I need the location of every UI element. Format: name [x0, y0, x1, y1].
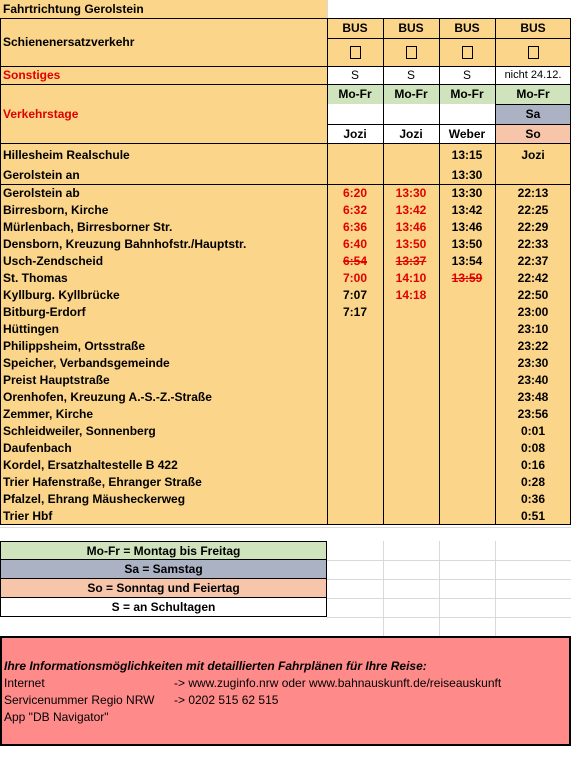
- page-title: Fahrtrichtung Gerolstein: [0, 0, 327, 18]
- time-cell: 0:01: [520, 423, 546, 438]
- stop-name: Hüttingen: [3, 321, 59, 336]
- stop-name: Pfalzel, Ehrang Mäusheckerweg: [3, 491, 186, 506]
- time-cell: [439, 337, 495, 354]
- time-cell: 23:56: [517, 406, 549, 421]
- info-internet-label: Internet: [4, 676, 45, 690]
- time-cell: 13:46: [395, 219, 427, 234]
- time-cell: [383, 320, 439, 337]
- time-cell: 7:17: [342, 304, 368, 319]
- time-cell: [439, 473, 495, 490]
- time-cell: [439, 507, 495, 524]
- col4-operator: Jozi: [521, 148, 545, 162]
- stop-name: Schleidweiler, Sonnenberg: [3, 423, 156, 438]
- stop-hillesheim: Hillesheim Realschule: [3, 148, 130, 162]
- time-cell: [327, 371, 383, 388]
- col2-bus: BUS: [398, 21, 424, 35]
- col2-operator: Jozi: [399, 126, 423, 141]
- time-cell: [383, 507, 439, 524]
- col4-bus: BUS: [520, 21, 546, 35]
- time-cell: [327, 405, 383, 422]
- time-cell: [327, 337, 383, 354]
- col2-days: Mo-Fr: [394, 87, 428, 101]
- col4-days-sa: Sa: [525, 107, 541, 121]
- time-cell: 13:37: [395, 253, 427, 268]
- stop-name: Orenhofen, Kreuzung A.-S.-Z.-Straße: [3, 389, 212, 404]
- col1-bus: BUS: [342, 21, 368, 35]
- time-cell: [383, 439, 439, 456]
- stop-name: St. Thomas: [3, 270, 68, 285]
- time-cell: 13:54: [451, 253, 483, 268]
- time-cell: 23:10: [517, 321, 549, 336]
- time-cell: 13:30: [395, 185, 427, 200]
- stop-name: Trier Hbf: [3, 508, 53, 523]
- time-cell: [439, 320, 495, 337]
- stop-name: Birresborn, Kirche: [3, 202, 109, 217]
- legend-so: So = Sonntag und Feiertag: [0, 579, 327, 598]
- time-cell: 6:20: [342, 185, 368, 200]
- time-cell: [439, 303, 495, 320]
- time-cell: 0:36: [520, 491, 546, 506]
- time-cell: [383, 405, 439, 422]
- stop-name: Trier Hafenstraße, Ehranger Straße: [3, 474, 202, 489]
- stop-name: Usch-Zendscheid: [3, 253, 104, 268]
- time-cell: 22:29: [517, 219, 549, 234]
- time-cell: 13:50: [451, 236, 483, 251]
- time-cell: [439, 388, 495, 405]
- time-cell: 23:22: [517, 338, 549, 353]
- time-cell: 13:59: [451, 270, 483, 285]
- time-cell: [383, 473, 439, 490]
- col3-days: Mo-Fr: [450, 87, 484, 101]
- time-cell: [439, 371, 495, 388]
- time-cell: [327, 490, 383, 507]
- time-cell: 22:50: [517, 287, 549, 302]
- time-cell: [327, 388, 383, 405]
- time-cell: [383, 388, 439, 405]
- col1-sonstiges: S: [350, 68, 359, 82]
- time-cell: [383, 337, 439, 354]
- col2-sonstiges: S: [406, 68, 415, 82]
- info-app: App "DB Navigator": [4, 710, 109, 724]
- time-cell: 0:08: [520, 440, 546, 455]
- info-service-label: Servicenummer Regio NRW: [4, 693, 155, 707]
- time-cell: [439, 490, 495, 507]
- col4-sonstiges: nicht 24.12.: [504, 68, 562, 81]
- time-cell: 13:42: [451, 202, 483, 217]
- time-col3-hillesheim: 13:15: [451, 148, 483, 162]
- time-cell: 22:37: [517, 253, 549, 268]
- col2-checkbox[interactable]: [383, 38, 439, 66]
- time-cell: [327, 320, 383, 337]
- info-heading: Ihre Informationsmöglichkeiten mit detaillierten Fahrplänen für Ihre Reise:: [4, 659, 427, 673]
- time-cell: 0:16: [520, 457, 546, 472]
- stop-name: Zemmer, Kirche: [3, 406, 94, 421]
- stop-name: Gerolstein ab: [3, 185, 80, 200]
- col1-checkbox[interactable]: [327, 38, 383, 66]
- time-cell: [327, 439, 383, 456]
- stop-name: Kyllburg. Kyllbrücke: [3, 287, 120, 302]
- col3-bus: BUS: [454, 21, 480, 35]
- time-cell: [383, 371, 439, 388]
- time-cell: [383, 303, 439, 320]
- col1-days: Mo-Fr: [338, 87, 372, 101]
- time-cell: 22:25: [517, 202, 549, 217]
- sonstiges-label: Sonstiges: [3, 68, 61, 82]
- schienenersatz-label: Schienenersatzverkehr: [3, 35, 135, 49]
- time-cell: [439, 354, 495, 371]
- col1-operator: Jozi: [343, 126, 367, 141]
- stop-name: Densborn, Kreuzung Bahnhofstr./Hauptstr.: [3, 236, 247, 251]
- time-cell: [383, 490, 439, 507]
- time-cell: 22:13: [517, 185, 549, 200]
- time-cell: [327, 473, 383, 490]
- col4-days-so: So: [525, 126, 541, 141]
- time-cell: [327, 354, 383, 371]
- verkehrstage-label: Verkehrstage: [3, 107, 79, 121]
- time-cell: 23:00: [517, 304, 549, 319]
- time-cell: 13:46: [451, 219, 483, 234]
- stop-name: Preist Hauptstraße: [3, 372, 110, 387]
- time-cell: [439, 405, 495, 422]
- stop-name: Bitburg-Erdorf: [3, 304, 86, 319]
- legend-sa: Sa = Samstag: [0, 560, 327, 579]
- time-cell: 23:40: [517, 372, 549, 387]
- stop-gerolstein-an: Gerolstein an: [3, 168, 80, 182]
- col3-checkbox[interactable]: [439, 38, 495, 66]
- time-cell: 0:28: [520, 474, 546, 489]
- time-col3-gerolstein-an: 13:30: [451, 168, 483, 182]
- time-cell: 7:00: [342, 270, 368, 285]
- time-cell: 22:33: [517, 236, 549, 251]
- time-cell: 6:40: [342, 236, 368, 251]
- stop-name: Speicher, Verbandsgemeinde: [3, 355, 170, 370]
- time-cell: [439, 422, 495, 439]
- time-cell: 13:42: [395, 202, 427, 217]
- time-cell: 13:30: [451, 185, 483, 200]
- legend-mofr: Mo-Fr = Montag bis Freitag: [0, 541, 327, 560]
- time-cell: 0:51: [520, 508, 546, 523]
- time-cell: [327, 507, 383, 524]
- info-service-value: -> 0202 515 62 515: [174, 693, 279, 707]
- time-cell: 23:30: [517, 355, 549, 370]
- time-cell: [439, 439, 495, 456]
- time-cell: 23:48: [517, 389, 549, 404]
- time-cell: [327, 456, 383, 473]
- legend-s: S = an Schultagen: [0, 598, 327, 617]
- time-cell: [439, 286, 495, 303]
- col3-operator: Weber: [448, 126, 486, 141]
- time-cell: 14:10: [395, 270, 427, 285]
- info-internet-value[interactable]: -> www.zuginfo.nrw oder www.bahnauskunft.de/reiseauskunft: [174, 676, 502, 690]
- time-cell: 6:36: [342, 219, 368, 234]
- time-cell: [439, 456, 495, 473]
- col3-sonstiges: S: [462, 68, 471, 82]
- time-cell: 13:50: [395, 236, 427, 251]
- stop-name: Kordel, Ersatzhaltestelle B 422: [3, 457, 178, 472]
- time-cell: [383, 456, 439, 473]
- stop-name: Daufenbach: [3, 440, 72, 455]
- col4-checkbox[interactable]: [495, 38, 571, 66]
- info-box: [0, 636, 571, 746]
- time-cell: 7:07: [342, 287, 368, 302]
- time-cell: [327, 422, 383, 439]
- time-cell: [383, 422, 439, 439]
- stop-name: Mürlenbach, Birresborner Str.: [3, 219, 173, 234]
- time-cell: 14:18: [395, 287, 427, 302]
- time-cell: [383, 354, 439, 371]
- col4-days: Mo-Fr: [516, 87, 550, 101]
- time-cell: 22:42: [517, 270, 549, 285]
- time-cell: 6:32: [342, 202, 368, 217]
- stop-name: Philippsheim, Ortsstraße: [3, 338, 146, 353]
- time-cell: 6:54: [342, 253, 368, 268]
